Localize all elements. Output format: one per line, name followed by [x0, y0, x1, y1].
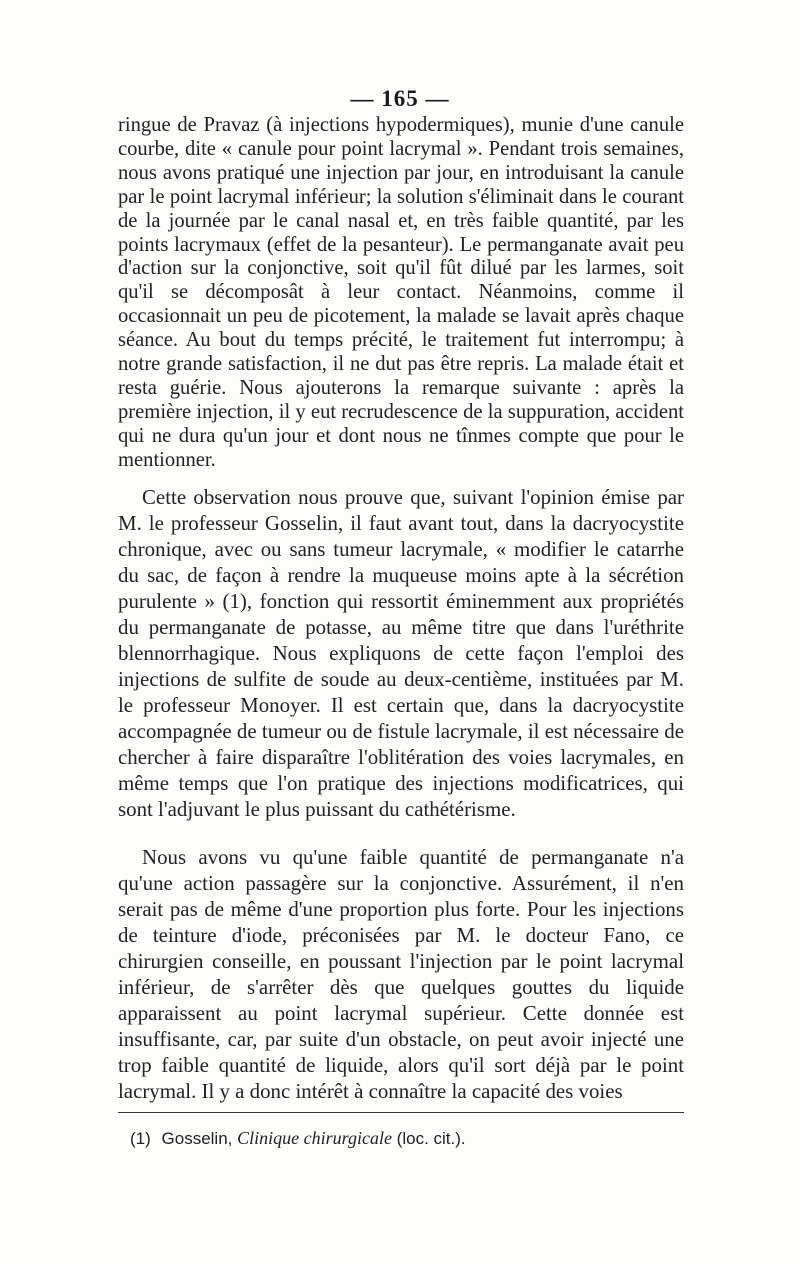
page-number: — 165 —	[350, 86, 450, 111]
footnote	[130, 1128, 690, 1149]
footnote-title: Clinique chirurgicale	[237, 1128, 392, 1148]
footnote-number: (1)	[130, 1129, 151, 1148]
paragraph-2-text: Cette observation nous prouve que, suivant l'opinion émise par M. le professeur Gosselin, il faut avant tout, dans la dacryocystite chronique, avec ou sans tumeur lacrymale, « modifier le catarrhe du sac, de façon à rendre la muqueuse moins apte à la sécrétion purulente » (1), fonction qui ressortit éminemment aux propriétés du permanganate de potasse, au même titre que dans l'uréthrite blennorrhagique. Nous expliquons de cette façon l'emploi des injections de sulfite de soude au deux-centième, instituées par M. le professeur Monoyer. Il est certain que, dans la dacryocystite accompagnée de tumeur ou de fistule lacrymale, il est nécessaire de chercher à faire disparaître l'oblitération des voies lacrymales, en même temps que l'on pratique des injections modificatrices, qui sont l'adjuvant le plus puissant du cathétérisme.	[118, 485, 684, 821]
footnote-author: Gosselin,	[161, 1129, 233, 1148]
footnote-divider	[118, 1112, 684, 1113]
paragraph-1-text: ringue de Pravaz (à injections hypodermiques), munie d'une canule courbe, dite « canule pour point lacrymal ». Pendant trois semaines, nous avons pratiqué une injection par jour, en introduisant la canule par le point lacrymal inférieur; la solution s'éliminait dans le courant de la journée par le canal nasal et, en très faible quantité, par les points lacrymaux (effet de la pesanteur). Le permanganate avait peu d'action sur la conjonctive, soit qu'il fût dilué par les larmes, soit qu'il se décomposât à leur contact. Néanmoins, comme il occasionnait un peu de picotement, la malade se lavait après chaque séance. Au bout du temps précité, le traitement fut interrompu; à notre grande satisfaction, il ne dut pas être repris. La malade était et resta guérie. Nous ajouterons la remarque suivante : après la première injection, il y eut recrudescence de la suppuration, accident qui ne dura qu'un jour et dont nous ne tînmes compte que pour le mentionner.	[118, 114, 684, 471]
paragraph-observation	[118, 484, 684, 822]
paragraph-continuation	[118, 114, 684, 473]
paragraph-3-text: Nous avons vu qu'une faible quantité de permanganate n'a qu'une action passagère sur la conjonctive. Assurément, il n'en serait pas de même d'une proportion plus forte. Pour les injections de teinture d'iode, préconisées par M. le docteur Fano, ce chirurgien conseille, en poussant l'injection par le point lacrymal inférieur, de s'arrêter dès que quelques gouttes du liquide apparaissent au point lacrymal supérieur. Cette donnée est insuffisante, car, par suite d'un obstacle, on peut avoir injecté une trop faible quantité de liquide, alors qu'il sort déjà par le point lacrymal. Il y a donc intérêt à connaître la capacité des voies	[118, 845, 684, 1103]
paragraph-permanganate	[118, 844, 684, 1104]
footnote-ref: (loc. cit.).	[396, 1129, 466, 1148]
